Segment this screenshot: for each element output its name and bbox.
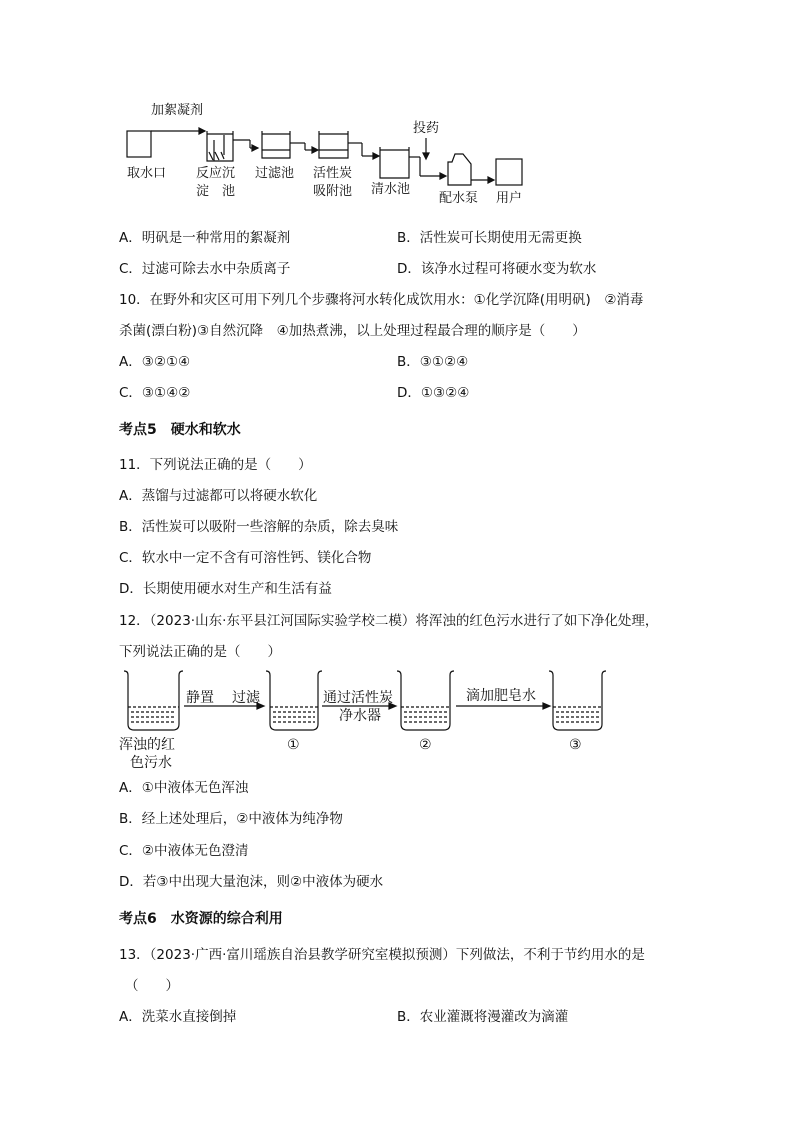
beaker-2-label: ②: [419, 737, 432, 753]
q9-option-a: A．明矾是一种常用的絮凝剂: [119, 230, 291, 246]
flocculant-label: 加絮凝剂: [151, 103, 204, 118]
section-6-heading: 考点6 水资源的综合利用: [119, 911, 283, 927]
carbon-label-2: 吸附池: [313, 184, 353, 199]
source-label-1: 浑浊的红: [119, 737, 175, 753]
pump-label: 配水泵: [439, 191, 479, 206]
intake-label: 取水口: [127, 166, 167, 181]
beaker-source: [124, 671, 183, 730]
beaker-2: [397, 671, 454, 730]
dosing-label: 投药: [413, 121, 440, 136]
q13-option-a: A．洗菜水直接倒掉: [119, 1009, 237, 1025]
q11-option-a: A．蒸馏与过滤都可以将硬水软化: [119, 488, 318, 504]
q12-option-d: D．若③中出现大量泡沫，则②中液体为硬水: [119, 874, 384, 890]
q12-option-c: C．②中液体无色澄清: [119, 843, 249, 859]
q11-stem: 11．下列说法正确的是（ ）: [119, 457, 312, 473]
q12-stem-line2: 下列说法正确的是（ ）: [119, 644, 281, 660]
q10-option-a: A．③②①④: [119, 354, 191, 370]
reaction-label-1: 反应沉: [196, 166, 236, 181]
beaker-3-label: ③: [569, 737, 582, 753]
source-label-2: 色污水: [130, 755, 172, 771]
user-label: 用户: [496, 191, 523, 206]
q10-option-b: B．③①②④: [397, 354, 469, 370]
q11-option-b: B．活性炭可以吸附一些溶解的杂质，除去臭味: [119, 519, 399, 535]
carbon-label-1: 活性炭: [313, 166, 353, 181]
q9-option-c: C．过滤可除去水中杂质离子: [119, 261, 291, 277]
q11-option-d: D．长期使用硬水对生产和生活有益: [119, 581, 332, 597]
beaker-3: [549, 671, 606, 730]
q12-option-b: B．经上述处理后，②中液体为纯净物: [119, 811, 343, 827]
q12-option-a: A．①中液体无色浑浊: [119, 780, 249, 796]
step-carbon-label-1: 通过活性炭: [323, 690, 393, 706]
q12-stem-line1: 12．（2023·山东·东平县江河国际实验学校二模）将浑浊的红色污水进行了如下净化处理，: [119, 613, 659, 629]
q10-stem-line2: 杀菌(漂白粉)③自然沉降 ④加热煮沸，以上处理过程最合理的顺序是（ ）: [119, 323, 586, 339]
step-settle-label: 静置: [186, 690, 214, 706]
q9-option-d: D．该净水过程可将硬水变为软水: [397, 261, 597, 277]
reaction-label-2: 淀 池: [196, 184, 236, 199]
q10-option-d: D．①③②④: [397, 385, 470, 401]
step-carbon-label-2: 净水器: [339, 708, 381, 724]
clear-label: 清水池: [371, 182, 411, 197]
q13-option-b: B．农业灌溉将漫灌改为滴灌: [397, 1009, 569, 1025]
q13-stem-line1: 13．（2023·广西·富川瑶族自治县教学研究室模拟预测）下列做法，不利于节约用水的是: [119, 947, 645, 963]
q11-option-c: C．软水中一定不含有可溶性钙、镁化合物: [119, 550, 372, 566]
filter-label: 过滤池: [255, 166, 295, 181]
section-5-heading: 考点5 硬水和软水: [119, 422, 241, 438]
beaker-1-label: ①: [287, 737, 300, 753]
q9-option-b: B．活性炭可长期使用无需更换: [397, 230, 582, 246]
step-filter-label: 过滤: [232, 690, 260, 706]
q10-option-c: C．③①④②: [119, 385, 191, 401]
q10-stem-line1: 10．在野外和灾区可用下列几个步骤将河水转化成饮用水：①化学沉降(用明矾) ②消毒: [119, 292, 644, 308]
step-soap-label: 滴加肥皂水: [466, 688, 536, 704]
q13-stem-line2: （ ）: [125, 978, 179, 994]
beaker-1: [266, 671, 322, 730]
